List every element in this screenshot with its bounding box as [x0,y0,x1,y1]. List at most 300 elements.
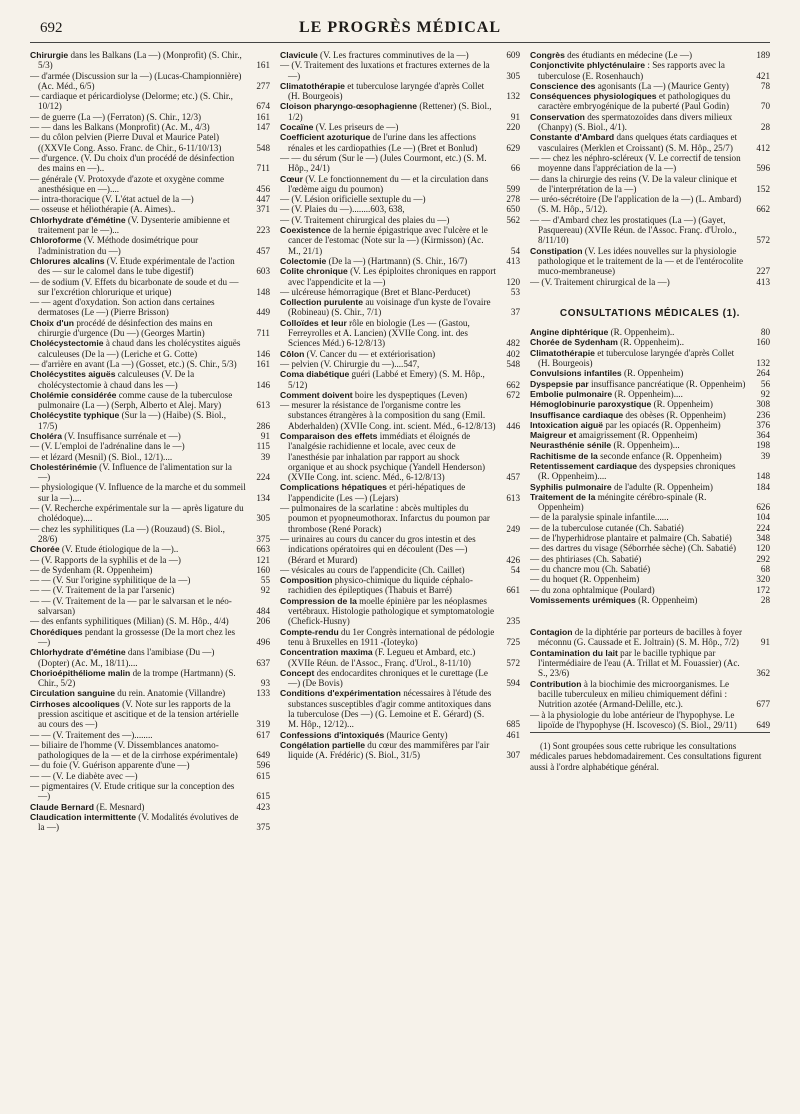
index-entry-keyword: Cholémie considérée [30,389,117,400]
index-entry-description: — (V. Traitement chirurgical de la —) [530,276,670,287]
index-entry-text [280,225,496,256]
index-entry-text [30,812,246,833]
index-entry-text [530,574,746,584]
index-entry-description: — du zona ophtalmique (Poulard) [530,584,655,595]
index-entry [280,503,520,534]
index-entry-keyword: Chorée [30,544,60,555]
index-entry-page: 615 [256,791,270,802]
index-entry-text [280,482,496,503]
index-entry-text [30,122,246,132]
index-entry-page: 412 [756,142,770,153]
index-entry-text [530,648,746,679]
index-entry-description: (V. Insuffisance surrénale et —) [62,430,181,441]
index-entry [530,337,770,347]
index-entry [280,349,520,359]
index-entry-description: — de sodium (V. Effets du bicarbonate de soude et du — sur l'excrétion chlorurique et urique) [30,276,239,297]
index-entry-text [530,512,746,522]
index-entry [530,91,770,112]
index-entry-description: calculeuses (V. De la cholécystectomie à chaud dans les —) [38,369,195,390]
index-entry-page: 80 [760,327,770,338]
index-entry-page: 227 [756,266,770,277]
index-entry-page: 562 [506,214,520,225]
index-entry-text [30,555,246,565]
index-entry-page: 461 [506,729,520,740]
index-entry-text [30,318,246,339]
index-entry-text [30,204,246,214]
index-entry [280,266,520,287]
index-entry-text [280,565,496,575]
index-entry-text [280,81,496,102]
index-entry [280,256,520,266]
index-entry-description: — — (V. Sur l'origine syphilitique de la —) [30,575,191,586]
index-entry-page: 223 [256,225,270,236]
index-entry-keyword: Colloïdes et leur [280,317,347,328]
index-entry [30,318,270,339]
index-entry-keyword: Cœur [280,173,303,184]
index-entry-description: de la diphtérie par porteurs de bacilles à foyer méconnu (G. Caussade et E. Joltrain) (S. M. Hôp., 7/2) [538,627,742,648]
index-entry-page: 308 [756,399,770,410]
index-entry-text [530,523,746,533]
index-entry-text [30,596,246,617]
index-entry-description: — pigmentaires (V. Etude critique sur la conception des —) [30,781,235,802]
index-entry-keyword: Coefficient azoturique [280,132,371,143]
index-entry-text [530,440,746,450]
index-entry-page: 594 [506,678,520,689]
index-entry-page: 148 [256,286,270,297]
index-entry-page: 447 [256,194,270,205]
page-header [30,18,770,43]
index-entry-description: du rein. Anatomie (Villandre) [115,688,226,699]
index-entry-page: 161 [256,358,270,369]
index-entry-description: — osseuse et héliothérapie (A. Aimes).. [30,204,176,215]
index-entry-description: et tuberculose laryngée d'après Collet (H. Bourgeois) [288,80,485,102]
index-entry-keyword: Intoxication aiguë [530,419,604,430]
index-entry-page: 613 [256,400,270,411]
index-entry-text [530,543,746,553]
index-entry-page: 91 [510,111,520,122]
index-entry [530,194,770,215]
index-entry-page: 146 [256,379,270,390]
index-entry [530,679,770,710]
index-entry-keyword: Coexistence [280,225,331,236]
index-entry-text [280,174,496,195]
index-entry-text [530,595,746,605]
index-entry-page: 68 [760,563,770,574]
index-entry-page: 456 [256,183,270,194]
index-entry [530,627,770,648]
index-entry-description: — des dartres du visage (Séborrhée sèche) (Ch. Sabatié) [530,543,736,554]
index-entry-keyword: Circulation sanguine [30,688,115,699]
index-entry-page: 662 [756,204,770,215]
index-entry-description: méningite cérébro-spinale (R. Oppenheim) [538,491,707,513]
journal-title: LE PROGRÈS MÉDICAL [298,19,502,36]
index-entry-description: comme cause de la tuberculose pulmonaire (La —) (Serph, Alberto et Alej. Mary) [38,389,233,411]
index-entry-page: 184 [756,481,770,492]
index-entry [280,740,520,761]
index-entry-page: 264 [756,368,770,379]
index-entry-text [530,215,746,246]
index-entry-page: 484 [256,606,270,617]
index-entry-keyword: Conjonctivite phlycténulaire [530,60,646,71]
index-entry-keyword: Contagion [530,627,573,638]
index-entry-text [30,277,246,298]
index-entry-text [530,461,746,482]
index-entry-description: (V. Les idées nouvelles sur la physiologie pathologique et le traitement de la — et de l'entérocolite muco-membraneuse) [538,245,744,277]
index-entry-description: (V. Les fractures comminutives de la —) [317,50,469,60]
index-entry-page: 120 [756,543,770,554]
index-entry [530,368,770,378]
index-entry-description: — pulmonaires de la scarlatine : abcès multiples du poumon et pyopneumothorax. Infarctus du poumon par thrombose (René Porack) [280,503,490,534]
index-entry-page: 93 [260,678,270,689]
index-entry [530,543,770,553]
index-entry-keyword: Confessions d'intoxiqués [280,729,385,740]
index-entry [30,503,270,524]
index-entry [280,318,520,349]
index-entry-keyword: Neurasthénie sénile [530,440,612,451]
index-entry-description: immédiats et éloignés de l'analgésie rachidienne et locale, avec ceux de l'anesthésie par inhalation par rapport au shock organique et au shock psychique (Yandell Henderson) (XVIIe Cong. int. scienc. Méd., 6-12/8/13) [288,430,486,483]
index-entry-description: — — (V. Traitement de la — par le salvarsan et le néo-salvarsan) [30,595,232,617]
index-entry-keyword: Convulsions infantiles [530,368,622,379]
index-entry-description: : Ses rapports avec la tuberculose (E. Rosenhauch) [538,60,725,81]
index-entry-keyword: Chorioépithéliome malin [30,667,131,678]
index-entry-page: 375 [256,533,270,544]
index-entry-text [530,81,746,91]
index-entry-description: et pathologiques du caractère embryogénique de la puberté (Paul Godin) [538,91,731,112]
index-entry [530,277,770,287]
index-entry-keyword: Contribution [530,678,582,689]
index-entry-keyword: Claude Bernard [30,801,94,812]
index-entry [530,327,770,337]
index-entry-text [30,565,246,575]
index-entry-page: 277 [256,80,270,91]
index-entry-page: 609 [506,50,520,60]
index-entry [30,616,270,626]
index-entry-description: moelle épinière par les néoplasmes vertébraux. Histologie pathologique et symptomatologie (Chefick-Husny) [288,595,495,627]
index-entry-keyword: Chloroforme [30,235,82,246]
index-entry-text [530,430,746,440]
index-entry-page: 172 [756,584,770,595]
index-entry [30,174,270,195]
index-entry-description: agonisants (La —) (Maurice Genty) [595,80,729,91]
index-entry-text [530,246,746,277]
index-entry [30,596,270,617]
index-entry [280,647,520,668]
index-entry [530,348,770,369]
index-entry-text [30,740,246,761]
index-entry-page: 56 [760,378,770,389]
index-entry-description: (E. Mesnard) [94,801,145,812]
index-entry [30,441,270,451]
index-entry-text [280,647,496,668]
index-entry [30,256,270,277]
index-entry-page: 496 [256,636,270,647]
index-entry-description: dans les Balkans (La —) (Monprofit) (S. Chir., 5/3) [38,50,242,71]
index-entry-page: 37 [510,307,520,318]
index-entry-text [530,564,746,574]
index-entry-text [30,771,246,781]
index-entry [30,194,270,204]
index-entry-text [280,60,496,81]
index-entry-description: — — (V. Traitement de la par l'arsenic) [30,585,175,596]
index-entry-keyword: Cholestérinémie [30,461,97,472]
index-entry-page: 91 [260,430,270,441]
index-entry-page: 53 [510,286,520,297]
index-entry [280,431,520,482]
index-entry-description: insuffisance pancréatique (R. Oppenheim) [588,378,746,389]
index-entry-description: (V. Dysenterie amibienne et traitement par le —)... [38,214,230,236]
index-entry-page: 371 [256,204,270,215]
index-entry [530,132,770,153]
index-entry-page: 55 [260,575,270,586]
index-entry-description: — uréo-sécrétoire (De l'application de la —) (L. Ambard) (S. M. Hôp., 5/12). [530,194,742,215]
index-entry-text [30,647,246,668]
index-entry-keyword: Congrès [530,50,565,60]
index-entry-text [530,60,746,81]
index-entry-description: — — (V. Le diabète avec —) [30,770,138,781]
index-entry-page: 104 [756,512,770,523]
index-entry [30,410,270,431]
index-entry-text [530,132,746,153]
index-entry-page: 132 [756,358,770,369]
index-entry-page: 348 [756,533,770,544]
index-entry-text [280,596,496,627]
index-entry [30,760,270,770]
index-entry [280,174,520,195]
index-entry-keyword: Syphilis pulmonaire [530,481,612,492]
index-entry-text [280,390,496,400]
index-entry-page: 91 [760,637,770,648]
index-entry-description: — du hoquet (R. Oppenheim) [530,574,640,585]
index-entry-description: — cardiaque et péricardiolyse (Delorme; etc.) (S. Chir., 10/12) [30,91,233,112]
index-entry-description: des endocardites chroniques et le curettage (Le —) (De Bovis) [288,667,488,689]
index-entry-description: (V. Le fonctionnement du — et la circulation dans l'œdème aigu du poumon) [288,173,489,194]
index-entry [30,452,270,462]
index-entry-page: 134 [256,492,270,503]
index-entry-page: 548 [506,358,520,369]
index-entry-description: et péri-hépatiques de l'appendicite (Les —) (Lejars) [288,482,466,503]
index-entry-text [30,112,246,122]
index-entry-page: 148 [756,471,770,482]
index-entry [30,91,270,112]
index-entry [280,565,520,575]
index-entry-description: (V. Etude étiologique de la —).. [59,544,179,555]
index-entry [30,575,270,585]
index-entry [280,132,520,153]
index-entry [30,802,270,812]
index-entry-text [280,431,496,482]
index-entry-page: 548 [256,142,270,153]
index-entry-page: 457 [256,245,270,256]
index-entry-keyword: Retentissement cardiaque [530,460,637,471]
index-entry-text [30,627,246,648]
index-entry-description: (R. Oppenheim) [651,399,713,410]
index-entry-page: 626 [756,502,770,513]
index-entry-text [280,503,496,534]
index-entry-description: des obèses (R. Oppenheim) [623,409,726,420]
index-entry-description: (V. Les priseurs de —) [313,122,399,133]
index-entry-description: (R. Oppenheim) [635,594,698,605]
index-entry-text [30,297,246,318]
index-entry-text [530,399,746,409]
index-entry-description: des étudiants en médecine (Le —) [564,50,693,60]
index-entry-page: 599 [506,183,520,194]
index-entry [280,225,520,256]
index-entry-description: — du foie (V. Guérison apparente d'une —) [30,760,190,771]
index-entry-description: — du chancre mou (Ch. Sabatié) [530,563,651,574]
index-entry-text [280,297,496,318]
index-entry-page: 286 [256,420,270,431]
footnote: (1) Sont groupées sous cette rubrique les consultations médicales parues hebdomadairement. Ces consultations figurent aussi à l'ordre alphabétique général. [530,741,762,772]
index-entry-page: 70 [760,101,770,112]
index-entry-page: 423 [256,801,270,812]
index-entry-page: 613 [506,492,520,503]
index-entry-page: 39 [760,450,770,461]
index-entry [30,277,270,298]
index-entry-keyword: Comment doivent [280,389,353,400]
index-entry-text [280,575,496,596]
index-entry-page: 92 [760,388,770,399]
index-entry-page: 132 [506,91,520,102]
index-entry-keyword: Coma diabétique [280,369,350,380]
index-entry-keyword: Embolie pulmonaire [530,388,613,399]
index-entry-keyword: Colite chronique [280,266,348,277]
index-entry [30,699,270,730]
index-entry-text [30,482,246,503]
index-entry-description: — (V. Traitement chirurgical des plaies du —) [280,214,450,225]
index-entry-text [30,668,246,689]
index-entry [530,399,770,409]
index-entry-text [30,132,246,153]
index-entry [280,575,520,596]
index-entry-text [530,277,746,287]
index-entry-page: 572 [506,657,520,668]
index-entry-keyword: Claudication intermittente [30,811,136,822]
index-entry [30,50,270,71]
index-entry-text [530,533,746,543]
index-entry-description: — de la tuberculose cutanée (Ch. Sabatié) [530,522,684,533]
index-entry-text [30,256,246,277]
index-entry-text [30,153,246,174]
index-entry [30,555,270,565]
index-entry [30,71,270,92]
index-entry [530,512,770,522]
index-entry [30,338,270,359]
index-entry-page: 220 [506,122,520,133]
index-entry-text [30,688,246,698]
index-entry-page: 319 [256,719,270,730]
index-entry-description: du 1er Congrès international de pédologie tenu à Bruxelles en 1911 -(Ioteyko) [288,626,495,647]
index-entry-description: et tuberculose laryngée d'après Collet (H. Bourgeois) [538,347,735,369]
index-entry-page: 596 [256,760,270,771]
index-entry-page: 133 [256,688,270,699]
index-entry [530,533,770,543]
index-entry-page: 449 [256,307,270,318]
index-entry [530,595,770,605]
index-entry-text [30,452,246,462]
index-columns [30,50,770,1100]
index-entry-page: 362 [756,668,770,679]
index-entry-keyword: Constipation [530,245,583,256]
index-entry-text [530,348,746,369]
index-entry-text [530,368,746,378]
index-entry [280,596,520,627]
index-entry-text [280,359,496,369]
index-entry [530,523,770,533]
index-entry-text [30,575,246,585]
index-entry-description: — de guerre (La —) (Ferraton) (S. Chir., 12/3) [30,111,202,122]
index-entry-text [30,215,246,236]
index-entry-page: 320 [756,574,770,585]
index-entry-keyword: Maigreur et [530,430,577,441]
index-entry-description: du cœur des mammifères par l'air liquide (A. Frédéric) (S. Biol., 31/5) [288,739,490,761]
index-entry-page: 224 [756,522,770,533]
index-entry-page: 206 [256,616,270,627]
index-entry-text [30,585,246,595]
index-entry-text [530,337,746,347]
index-entry-page: 189 [756,50,770,60]
index-entry [280,81,520,102]
index-entry-description: — urinaires au cours du cancer du gros intestin et des indications opératoires qui en découlent (Des —) (Bérard et Murard) [280,533,476,565]
index-entry [530,585,770,595]
index-entry-keyword: Compression de la [280,595,357,606]
index-entry-keyword: Collection purulente [280,297,364,308]
index-entry-keyword: Compte-rendu [280,626,339,637]
index-entry-keyword: Hémoglobinurie paroxystique [530,399,652,410]
index-entry-page: 152 [756,183,770,194]
index-entry-page: 78 [760,80,770,91]
index-entry-description: (V. Influence de l'alimentation sur la —) [38,461,232,483]
index-entry-page: 421 [756,70,770,81]
index-entry-description: (Rettener) (S. Biol., 1/2) [288,101,492,122]
index-entry-description: — de Sydenham (R. Oppenheim) [30,564,153,575]
index-entry-page: 307 [506,750,520,761]
index-entry-page: 235 [506,616,520,627]
index-entry-description: (V. Modalités évolutives de la —) [38,811,239,833]
index-entry [30,112,270,122]
index-entry-text [530,554,746,564]
index-entry-description: — des enfants syphilitiques (Milian) (S. M. Hôp., 4/4) [30,616,229,627]
index-entry-text [280,627,496,648]
index-entry [30,215,270,236]
index-entry [30,730,270,740]
index-entry-keyword: Constante d'Ambard [530,132,615,143]
index-entry-description: (R. Oppenheim)... [611,440,680,451]
index-entry-text [30,544,246,554]
index-entry [280,390,520,400]
index-entry-page: 375 [256,822,270,833]
index-entry-keyword: Cocaïne [280,122,314,133]
index-entry-text [530,91,746,112]
index-entry-text [30,359,246,369]
index-entry-description: (R. Oppenheim).. [608,327,675,338]
index-entry-text [30,390,246,411]
index-entry-page: 236 [756,409,770,420]
spacer [530,605,770,627]
index-entry [280,287,520,297]
index-entry-page: 711 [256,163,270,174]
index-entry [530,410,770,420]
index-entry-description: au voisinage d'un kyste de l'ovaire (Robineau) (S. Chir., 7/1) [288,297,491,318]
index-entry-text [30,503,246,524]
index-entry [30,235,270,256]
index-entry-keyword: Concentration maxima [280,647,373,658]
index-entry [530,564,770,574]
index-entry-description: amaigrissement (R. Oppenheim) [576,430,698,441]
index-entry-keyword: Conditions d'expérimentation [280,688,401,699]
index-entry-keyword: Insuffisance cardiaque [530,409,624,420]
index-entry-page: 278 [506,194,520,205]
index-entry-description: de l'adulte (R. Oppenheim) [611,481,713,492]
